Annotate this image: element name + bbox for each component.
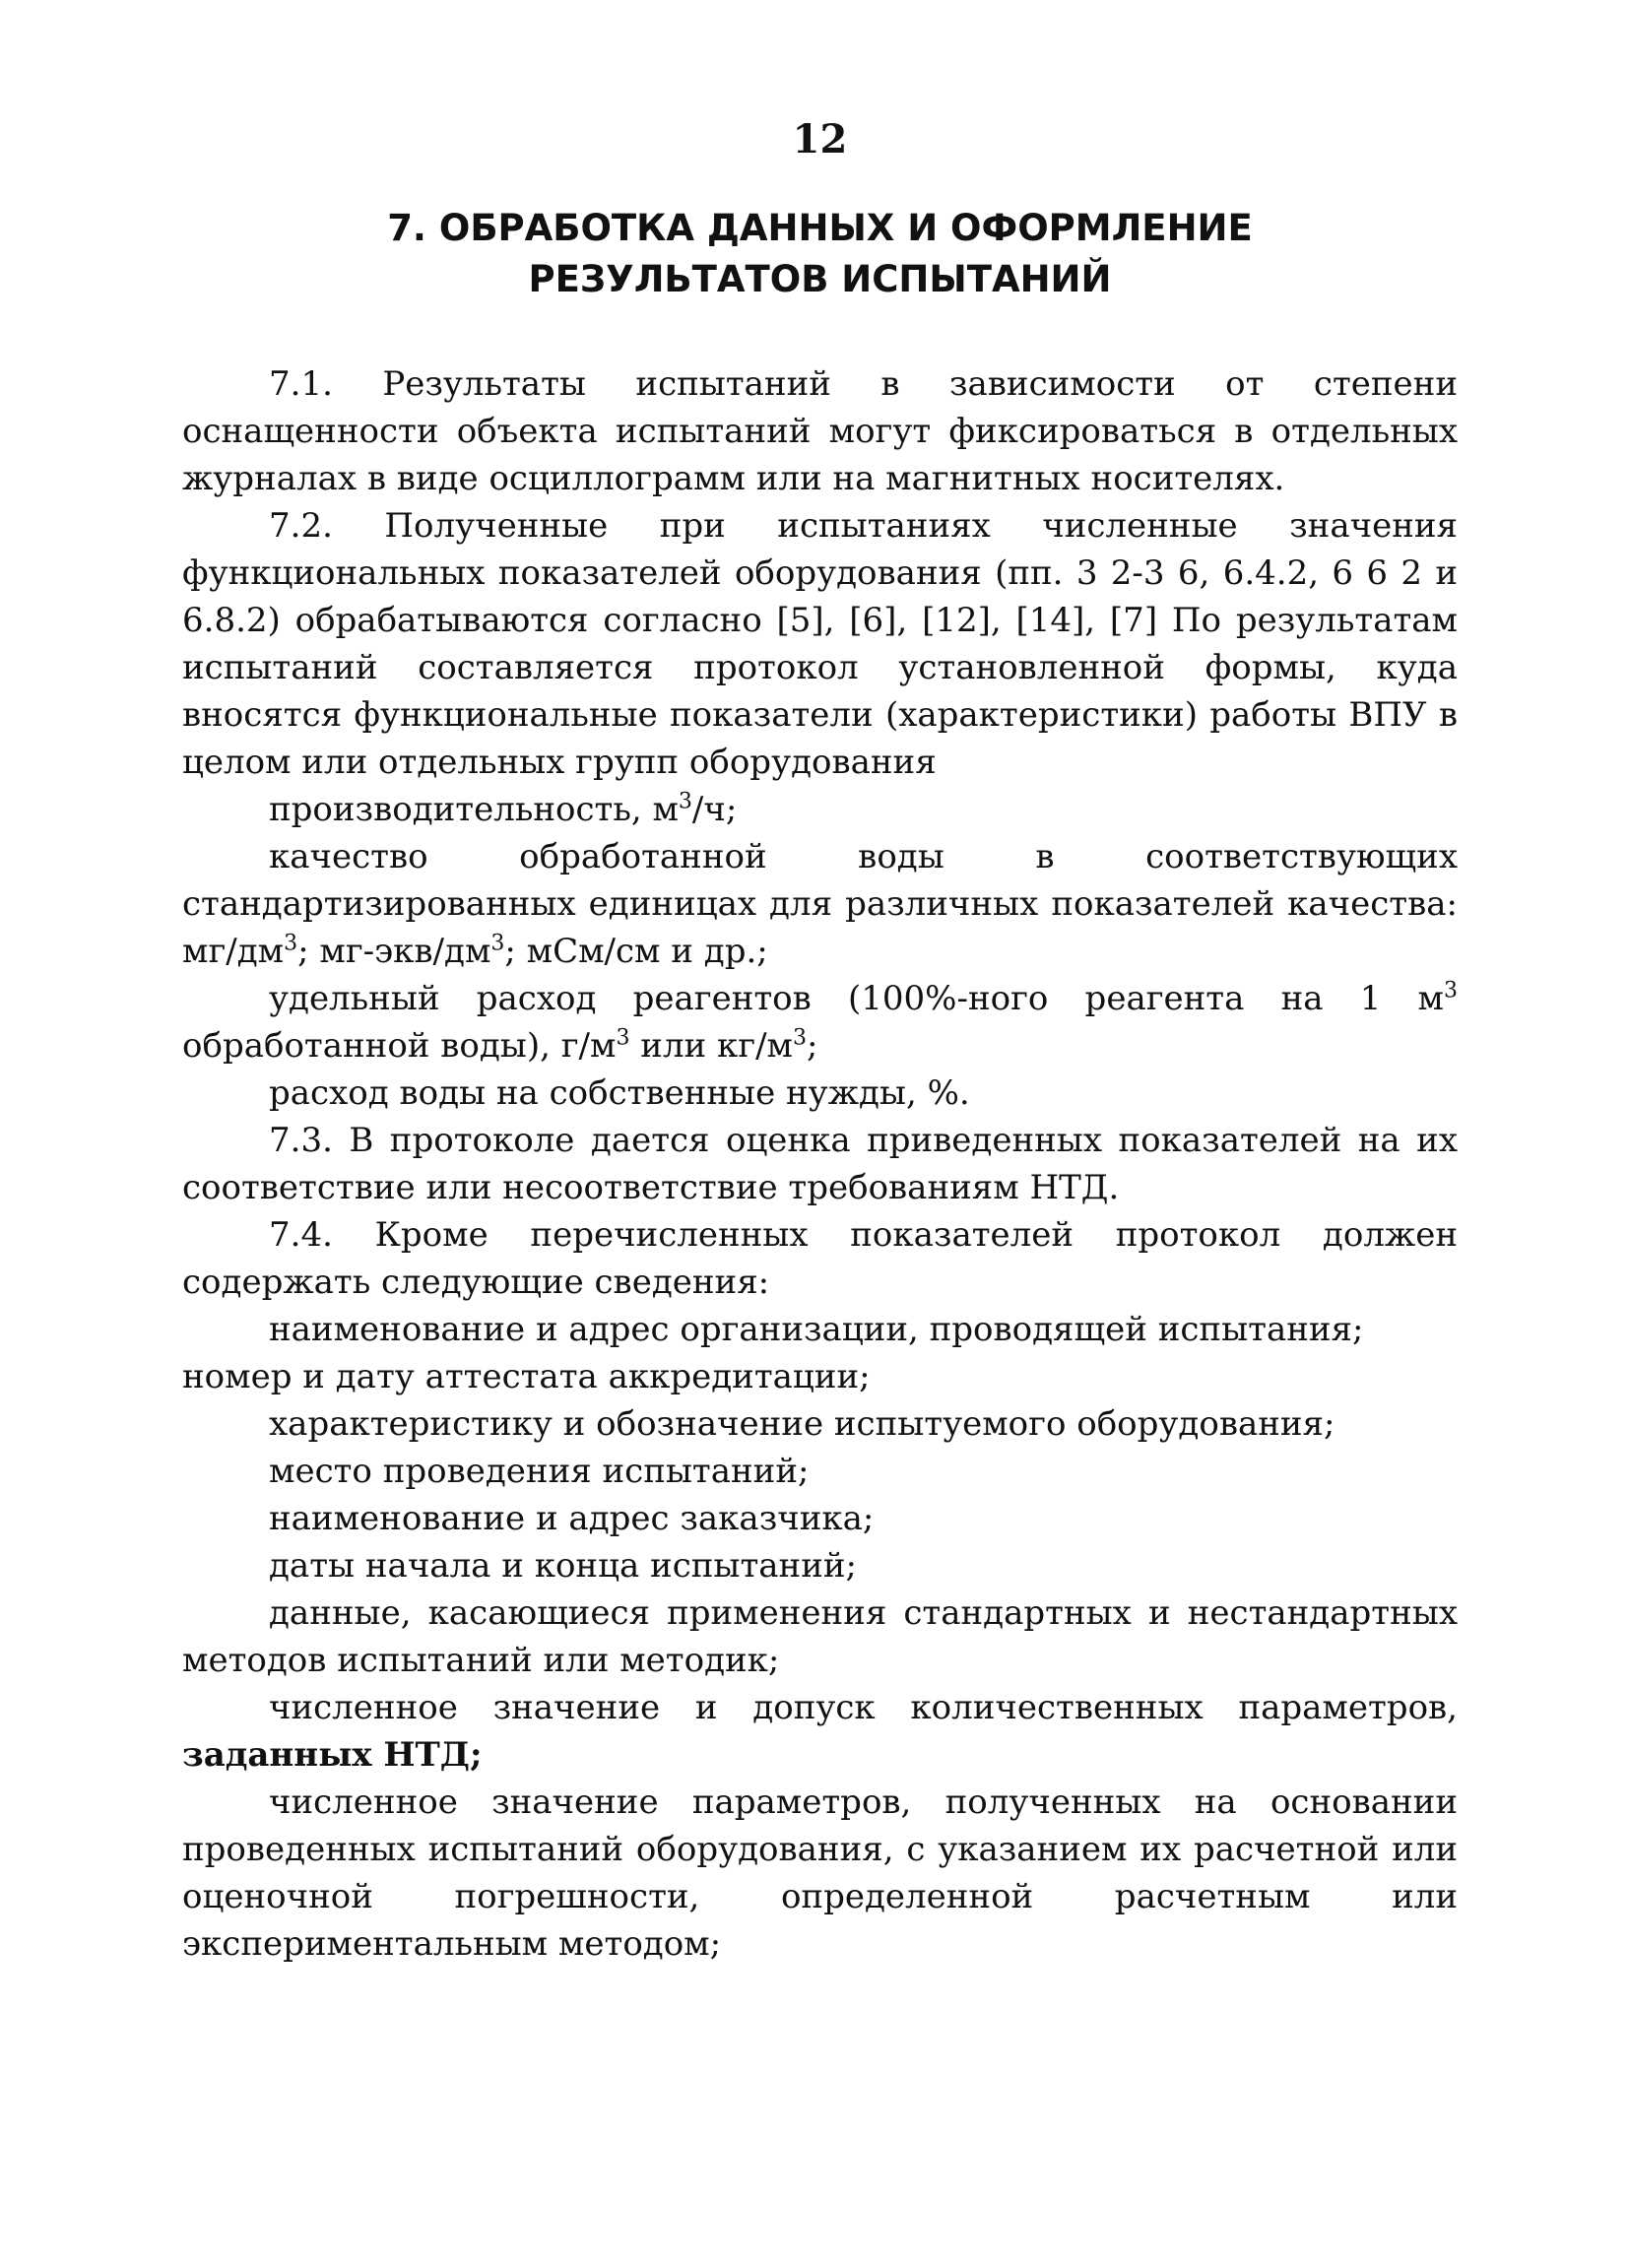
paragraph-7-2: 7.2. Полученные при испытаниях численные значения функциональных показателей оборудования (пп. 3 2-3 6, 6.4.2, 6 6 2 и 6.8.2) обрабатываются согласно [5], [6], [12], [14], [7] По результатам испытаний составляется протокол установленной формы, куда вносятся функциональные показатели (характеристики) работы ВПУ в целом или отдельных групп оборудования [182, 506, 1458, 782]
indicator-quality-text-a: качество обработанной воды в соответствующих стандартизированных единицах для различных показателей качества: мг/дм [182, 837, 1458, 971]
protocol-item-place: место проведения испытаний; [269, 1452, 810, 1491]
document-page [182, 116, 1458, 1968]
indicator-quality-text-c: ; мСм/см и др.; [504, 932, 768, 971]
indicator-reagent-text-b: обработанной воды), г/м [182, 1026, 617, 1066]
page-number: 12 [792, 116, 848, 162]
indicator-reagent-text-c: или кг/м [629, 1026, 793, 1066]
section-title [182, 203, 1458, 305]
indicator-reagent-sup-2: 3 [616, 1025, 630, 1051]
indicator-reagent-text-d: ; [806, 1026, 818, 1066]
protocol-item-organization: наименование и адрес организации, проводящей испытания; [269, 1310, 1364, 1349]
protocol-item-methods: данные, касающиеся применения стандартных и нестандартных методов испытаний или методик; [182, 1593, 1458, 1680]
protocol-item-obtained-parameters: численное значение параметров, полученных на основании проведенных испытаний оборудования, с указанием их расчетной или оценочной погрешности, определенной расчетным или экспериментальным методом; [182, 1782, 1458, 1964]
protocol-item-equipment: характеристику и обозначение испытуемого оборудования; [269, 1404, 1335, 1444]
protocol-item-specified-text-a: численное значение и допуск количественных параметров, [269, 1688, 1458, 1727]
indicator-reagent-consumption [182, 975, 1458, 1069]
section-title-line-2: РЕЗУЛЬТАТОВ ИСПЫТАНИЙ [528, 258, 1112, 300]
section-title-line-1: 7. ОБРАБОТКА ДАННЫХ И ОФОРМЛЕНИЕ [387, 207, 1253, 249]
indicator-water-quality [182, 833, 1458, 975]
paragraph-7-1: 7.1. Результаты испытаний в зависимости от степени оснащенности объекта испытаний могут фиксироваться в отдельных журналах в виде осциллограмм или на магнитных носителях. [182, 364, 1458, 498]
indicator-own-needs: расход воды на собственные нужды, %. [269, 1073, 970, 1113]
indicator-reagent-sup-1: 3 [1444, 978, 1458, 1004]
indicator-productivity-text-a: производительность, м [269, 790, 679, 829]
protocol-item-specified-text-b: заданных НТД; [182, 1735, 483, 1775]
paragraph-7-4: 7.4. Кроме перечисленных показателей протокол должен содержать следующие сведения: [182, 1215, 1458, 1302]
indicator-productivity-sup: 3 [678, 789, 692, 814]
protocol-item-customer: наименование и адрес заказчика; [269, 1499, 875, 1538]
protocol-item-dates: даты начала и конца испытаний; [269, 1546, 857, 1586]
indicator-productivity-text-b: /ч; [691, 790, 738, 829]
protocol-item-specified-parameters [182, 1684, 1458, 1779]
section-body [182, 360, 1458, 1968]
indicator-productivity [182, 786, 1458, 833]
indicator-quality-sup-2: 3 [490, 931, 505, 956]
protocol-item-accreditation: номер и дату аттестата аккредитации; [182, 1357, 871, 1396]
indicator-quality-text-b: ; мг-экв/дм [297, 932, 491, 971]
indicator-reagent-text-a: удельный расход реагентов (100%-ного реагента на 1 м [269, 979, 1444, 1018]
indicator-reagent-sup-3: 3 [792, 1025, 807, 1051]
indicator-quality-sup-1: 3 [284, 931, 298, 956]
paragraph-7-3: 7.3. В протоколе дается оценка приведенных показателей на их соответствие или несоответствие требованиям НТД. [182, 1121, 1458, 1207]
